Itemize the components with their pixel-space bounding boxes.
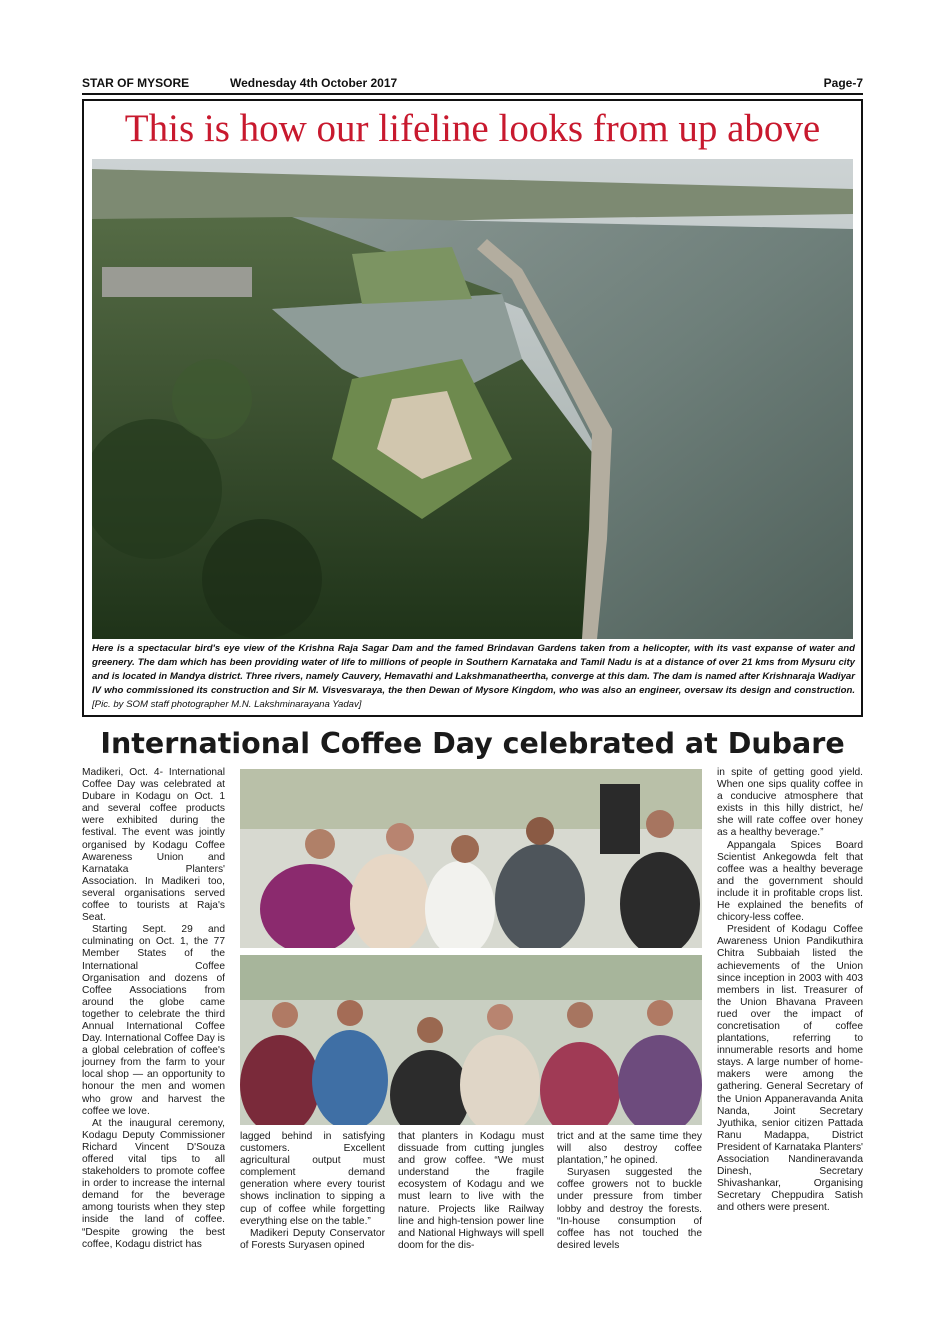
article-column-1 <box>82 767 225 1251</box>
paper-name: STAR OF MYSORE <box>82 76 190 90</box>
paragraph: Starting Sept. 29 and culminating on Oct. 1, the 77 Member States of the International Coffee Organisation and dozens of Coffee Associations from around the globe came together to celebrate the third Annual International Coffee Day. International Coffee Day is a global celebration of coffee's journey from the farm to your local shop — an opportunity to honour the men and women who grow and harvest the coffee we love. <box>82 924 225 1117</box>
coffee-day-dignitaries-photo <box>240 769 702 948</box>
paragraph: President of Kodagu Coffee Awareness Union Pandikuthira Chitra Subbaiah listed the achievements of the Union since inception in 2003 with 403 members in list. Treasurer of the Union Bhavana Praveen rued over the impact of concretisation of coffee plantations, referring to innumerable resorts and home stays. A large number of home- makers were among the gathering. General Secretary of the Union Appaneravanda Anita Nanda, Joint Secretary Jyuthika, senior citizen Pattada Ranu Madappa, District President of Karnataka Planters' Association Nandineravanda Dinesh, Secretary Shivashankar, Organising Secretary Cheppudira Satish and others were present. <box>717 924 863 1214</box>
article-column-5 <box>717 767 863 1214</box>
coffee-day-crowd-photo <box>240 955 702 1125</box>
article-column-2 <box>240 1131 385 1252</box>
masthead <box>82 76 863 92</box>
paragraph: lagged behind in satisfying customers. Excellent agricultural output must complement demand generation where every tourist shows inclination to sipping a cup of coffee while forgetting everything else on the table.” <box>240 1131 385 1227</box>
caption-text: Here is a spectacular bird's eye view of the Krishna Raja Sagar Dam and the famed Brindavan Gardens taken from a helicopter, with its vast expanse of water and greenery. The dam which has been providing water of life to millions of people in Southern Karnataka and Tamil Nadu is at a distance of over 21 kms from Mysuru city and is located in Mandya district. Three rivers, namely Cauvery, Hemavathi and Lakshmanatheertha, converge at this dam. The dam is named after Krishnaraja Wadiyar IV who commissioned its construction and Sir M. Visvesvaraya, the then Dewan of Mysore Kingdom, who was also an engineer, oversaw its design and construction. <box>92 643 855 696</box>
paragraph: in spite of getting good yield. When one sips quality coffee in a conducive atmosphere that exists in this hilly district, he/ she will rate coffee over honey as a healthy beverage.” <box>717 767 863 839</box>
issue-date: Wednesday 4th October 2017 <box>230 76 398 90</box>
masthead-rule <box>82 93 863 95</box>
paragraph: Madikeri Deputy Conservator of Forests Suryasen opined <box>240 1227 385 1251</box>
aerial-dam-photo <box>92 159 853 639</box>
article-headline: International Coffee Day celebrated at Dubare <box>100 727 845 760</box>
paragraph: trict and at the same time they will also destroy coffee plantation,” he opined. <box>557 1131 702 1167</box>
paragraph: Suryasen suggested the coffee growers not to buckle under pressure from timber lobby and destroy the forests. “In-house consumption of coffee has not touched the desired levels <box>557 1167 702 1251</box>
article-column-4 <box>557 1131 702 1252</box>
feature-box <box>82 99 863 717</box>
paragraph: Appangala Spices Board Scientist Ankegowda felt that coffee was a healthy beverage and the government should include it in profitable crops list. He explained the benefits of chicory-less coffee. <box>717 839 863 924</box>
page-number: Page-7 <box>823 76 863 90</box>
paragraph: At the inaugural ceremony, Kodagu Deputy Commissioner Richard Vincent D'Souza offered vital tips to all stakeholders to promote coffee in order to increase the internal demand for the beverage among tourists when they step inside the land of coffee. “Despite growing the best coffee, Kodagu district has <box>82 1117 225 1250</box>
paragraph: Madikeri, Oct. 4- International Coffee Day was celebrated at Dubare in Kodagu on Oct. 1 and several coffee products were exhibited during the festival. The event was jointly organised by Kodagu Coffee Awareness Union and Karnataka Planters' Association. In Madikeri too, several organisations served coffee to tourists at Raja's Seat. <box>82 767 225 924</box>
feature-caption <box>92 642 855 712</box>
photo-credit: [Pic. by SOM staff photographer M.N. Lakshminarayana Yadav] <box>92 699 362 710</box>
article-column-3 <box>398 1131 544 1252</box>
paragraph: that planters in Kodagu must dissuade from cutting jungles and grow coffee. “We must understand the fragile ecosystem of Kodagu and we must learn to live with the nature. Projects like Railway line and high-tension power line and National Highways will spell doom for the dis- <box>398 1131 544 1251</box>
feature-headline: This is how our lifeline looks from up above <box>124 107 821 150</box>
